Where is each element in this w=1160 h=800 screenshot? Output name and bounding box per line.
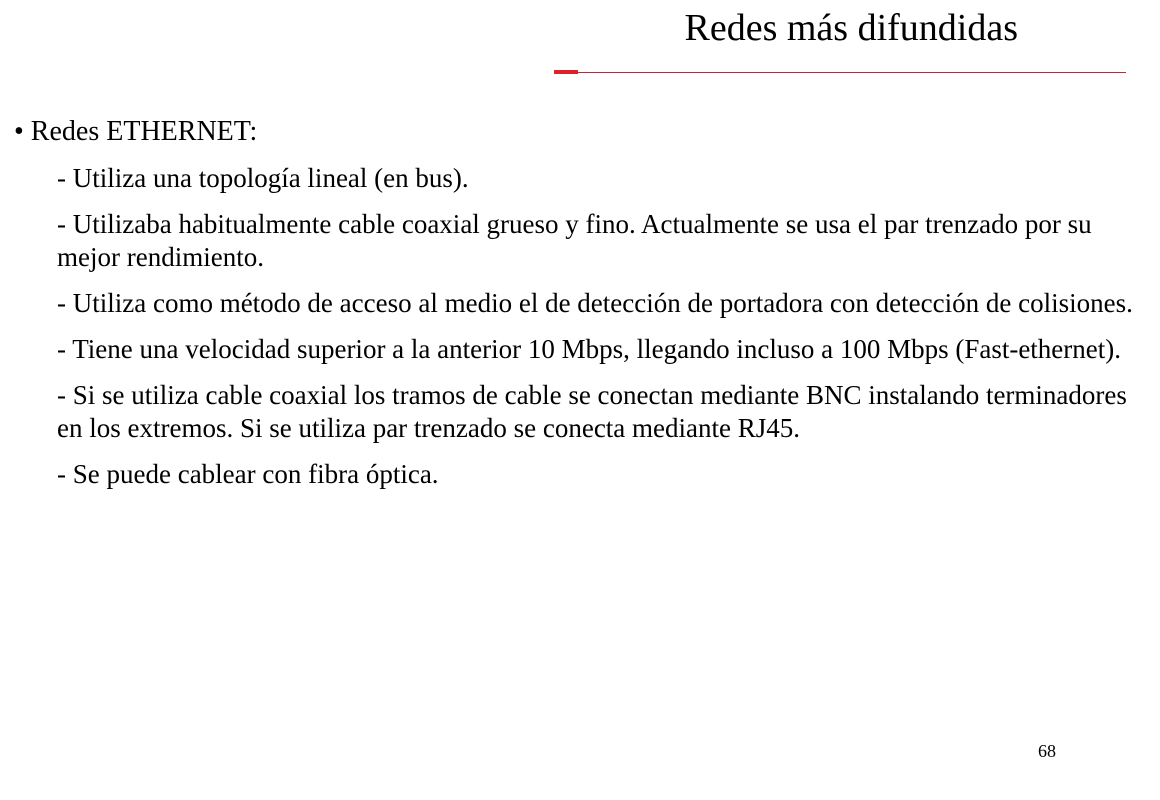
slide-content (14, 114, 1144, 504)
section-heading: • Redes ETHERNET: (14, 116, 258, 147)
slide-title: Redes más difundidas (684, 7, 1018, 49)
page-number: 68 (1038, 741, 1056, 761)
title-rule-accent (554, 70, 578, 74)
title-rule (578, 72, 1126, 73)
list-item: - Utiliza como método de acceso al medio el de detección de portadora con detección de colisiones. (57, 288, 1133, 318)
list-item: - Se puede cablear con fibra óptica. (57, 459, 439, 489)
list-item: - Tiene una velocidad superior a la anterior 10 Mbps, llegando incluso a 100 Mbps (Fast-ethernet). (57, 334, 1122, 364)
list-item: - Utiliza una topología lineal (en bus). (57, 163, 469, 193)
list-item: - Utilizaba habitualmente cable coaxial grueso y fino. Actualmente se usa el par trenzado por su mejor rendimiento. (57, 209, 1092, 272)
list-item: - Si se utiliza cable coaxial los tramos de cable se conectan mediante BNC instalando terminadores en los extremos. Si se utiliza par trenzado se conecta mediante RJ45. (57, 380, 1127, 443)
bullet-list (14, 162, 1144, 491)
